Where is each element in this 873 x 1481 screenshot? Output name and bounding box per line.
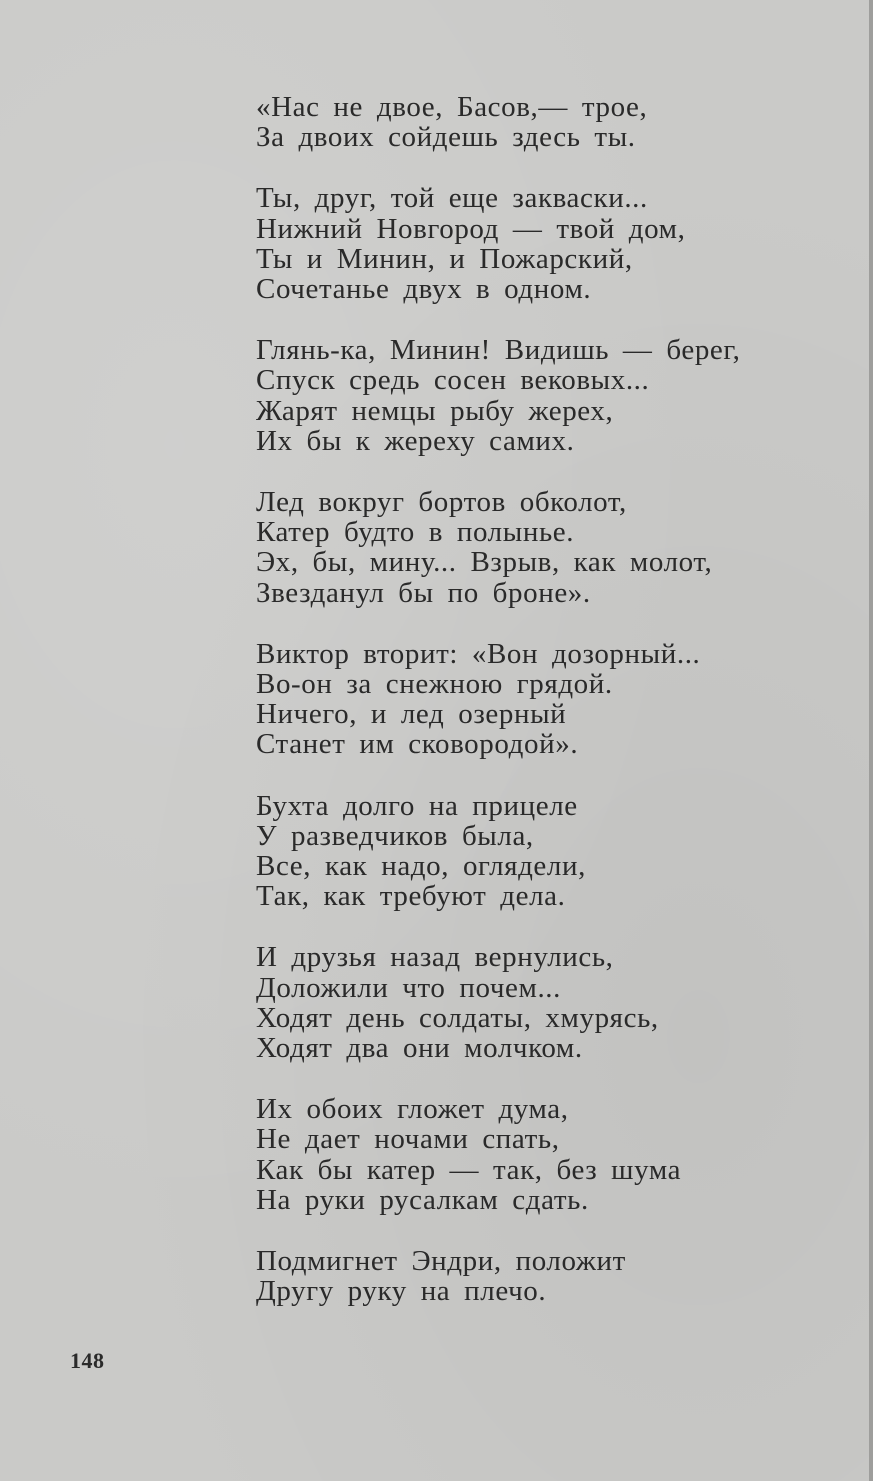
poem-line: Жарят немцы рыбу жерех, [256,394,614,427]
poem-line: Ходят два они молчком. [256,1032,583,1065]
stanza-2 [256,183,816,304]
poem-line: Ты, друг, той еще закваски... [256,182,648,215]
poem-line: У разведчиков была, [256,819,534,852]
poem-line: Звезданул бы по броне». [256,576,591,609]
poem-line: Другу руку на плечо. [256,1275,547,1308]
poem-line: Как бы катер — так, без шума [256,1153,682,1186]
poem-line: Сочетанье двух в одном. [256,273,592,306]
poem-line: Не дает ночами спать, [256,1123,560,1156]
poem-line: Катер будто в полынье. [256,516,575,549]
poem-line: Станет им сковородой». [256,728,579,761]
stanza-3 [256,335,816,456]
stanza-9 [256,1246,816,1306]
poem-line: Бухта долго на прицеле [256,789,578,822]
stanza-7 [256,942,816,1063]
poem-line: На руки русалкам сдать. [256,1183,589,1216]
stanza-8 [256,1094,816,1215]
poem-line: Лед вокруг бортов обколот, [256,486,627,519]
poem-line: Подмигнет Эндри, положит [256,1245,626,1278]
poem-line: За двоих сойдешь здесь ты. [256,121,636,154]
poem-line: Так, как требуют дела. [256,880,566,913]
poem-line: Нижний Новгород — твой дом, [256,212,686,245]
poem-text [256,92,816,1338]
stanza-6 [256,791,816,912]
poem-line: Их обоих гложет дума, [256,1093,569,1126]
poem-line: Доложили что почем... [256,971,561,1004]
stanza-5 [256,639,816,760]
poem-line: Ты и Минин, и Пожарский, [256,242,633,275]
poem-line: Ходят день солдаты, хмурясь, [256,1001,659,1034]
page-number: 148 [70,1348,105,1373]
poem-line: Ничего, и лед озерный [256,698,567,731]
poem-line: И друзья назад вернулись, [256,941,614,974]
stanza-1 [256,92,816,152]
poem-line: «Нас не двое, Басов,— трое, [256,91,648,123]
stanza-4 [256,487,816,608]
poem-line: Их бы к жереху самих. [256,424,575,457]
poem-line: Все, как надо, оглядели, [256,850,586,883]
poem-line: Глянь-ка, Минин! Видишь — берег, [256,334,741,367]
poem-line: Во-он за снежною грядой. [256,668,613,701]
poem-line: Эх, бы, мину... Взрыв, как молот, [256,546,713,579]
poem-line: Спуск средь сосен вековых... [256,364,650,397]
page-edge [869,0,873,1481]
poem-line: Виктор вторит: «Вон дозорный... [256,637,701,670]
